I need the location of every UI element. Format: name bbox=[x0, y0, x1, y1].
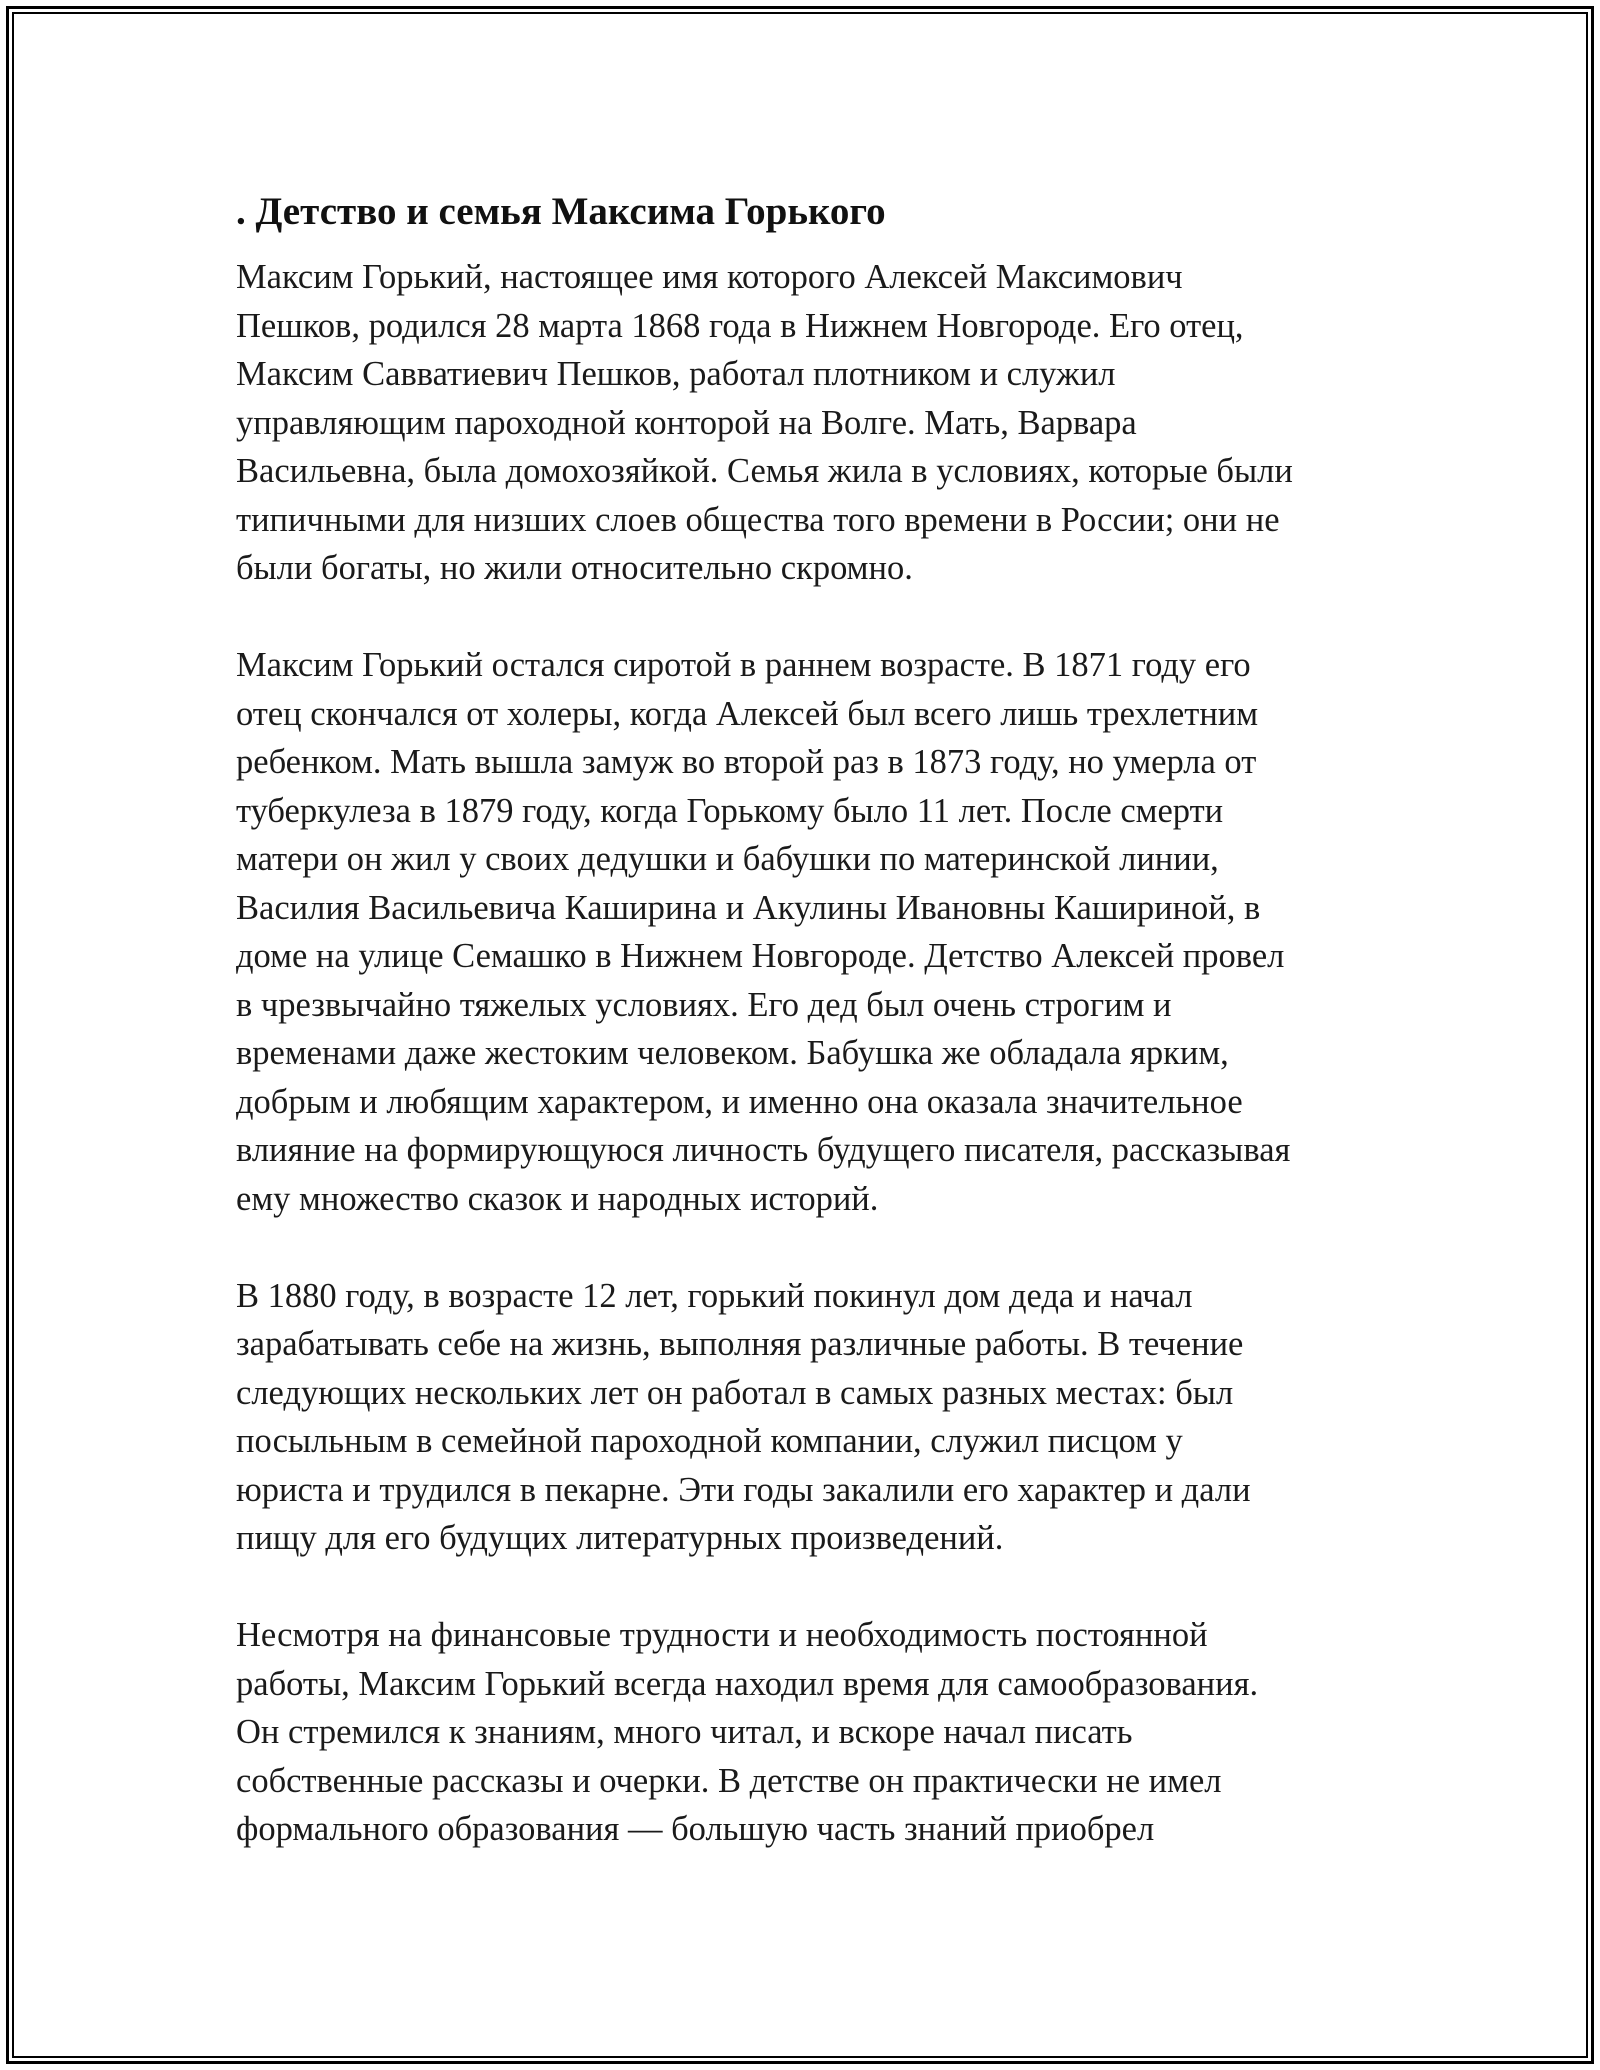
text-line: отец скончался от холеры, когда Алексей был всего лишь трехлетним bbox=[236, 694, 1259, 733]
text-line: временами даже жестоким человеком. Бабушка же обладала ярким, bbox=[236, 1034, 1229, 1072]
text-line: следующих нескольких лет он работал в самых разных местах: был bbox=[236, 1373, 1234, 1412]
section-heading: . Детство и семья Максима Горького bbox=[236, 190, 886, 233]
text-line: В 1880 году, в возрасте 12 лет, горький покинул дом деда и начал bbox=[236, 1276, 1193, 1315]
text-line: типичными для низших слоев общества того времени в России; они не bbox=[236, 500, 1280, 539]
paragraph-2 bbox=[236, 641, 1386, 1223]
text-line: работы, Максим Горький всегда находил время для самообразования. bbox=[236, 1664, 1259, 1703]
text-line: доме на улице Семашко в Нижнем Новгороде. Детство Алексей провел bbox=[236, 937, 1285, 975]
text-line: Максим Горький, настоящее имя которого Алексей Максимович bbox=[236, 258, 1183, 296]
text-line: Пешков, родился 28 марта 1868 года в Нижнем Новгороде. Его отец, bbox=[236, 306, 1244, 345]
text-line: Василия Васильевича Каширина и Акулины Ивановны Кашириной, в bbox=[236, 888, 1261, 927]
text-line: Васильевна, была домохозяйкой. Семья жила в условиях, которые были bbox=[236, 452, 1293, 490]
text-line: в чрезвычайно тяжелых условиях. Его дед был очень строгим и bbox=[236, 985, 1172, 1024]
text-line: пищу для его будущих литературных произведений. bbox=[236, 1519, 1004, 1557]
text-line: туберкулеза в 1879 году, когда Горькому было 11 лет. После смерти bbox=[236, 791, 1224, 830]
document-body bbox=[236, 185, 1386, 1902]
text-line: управляющим пароходной конторой на Волге. Мать, Варвара bbox=[236, 403, 1137, 442]
text-line: Максим Горький остался сиротой в раннем возрасте. В 1871 году его bbox=[236, 646, 1251, 684]
text-line: формального образования — большую часть знаний приобрел bbox=[236, 1810, 1155, 1848]
text-line: ребенком. Мать вышла замуж во второй раз в 1873 году, но умерла от bbox=[236, 743, 1257, 781]
paragraph-4 bbox=[236, 1611, 1386, 1854]
paragraph-3 bbox=[236, 1272, 1386, 1563]
text-line: Максим Савватиевич Пешков, работал плотником и служил bbox=[236, 355, 1116, 393]
text-line: Несмотря на финансовые трудности и необходимость постоянной bbox=[236, 1616, 1208, 1654]
text-line: были богаты, но жили относительно скромно. bbox=[236, 549, 913, 587]
text-line: собственные рассказы и очерки. В детстве он практически не имел bbox=[236, 1761, 1222, 1800]
paragraph-1 bbox=[236, 253, 1386, 593]
text-line: добрым и любящим характером, и именно она оказала значительное bbox=[236, 1082, 1243, 1121]
text-line: посыльным в семейной пароходной компании, служил писцом у bbox=[236, 1422, 1183, 1460]
text-line: зарабатывать себе на жизнь, выполняя различные работы. В течение bbox=[236, 1325, 1244, 1363]
text-line: юриста и трудился в пекарне. Эти годы закалили его характер и дали bbox=[236, 1470, 1251, 1509]
text-line: матери он жил у своих дедушки и бабушки по материнской линии, bbox=[236, 840, 1219, 878]
text-line: ему множество сказок и народных историй. bbox=[236, 1179, 879, 1218]
text-line: влияние на формирующуюся личность будущего писателя, рассказывая bbox=[236, 1131, 1291, 1169]
text-line: Он стремился к знаниям, много читал, и вскоре начал писать bbox=[236, 1713, 1133, 1751]
